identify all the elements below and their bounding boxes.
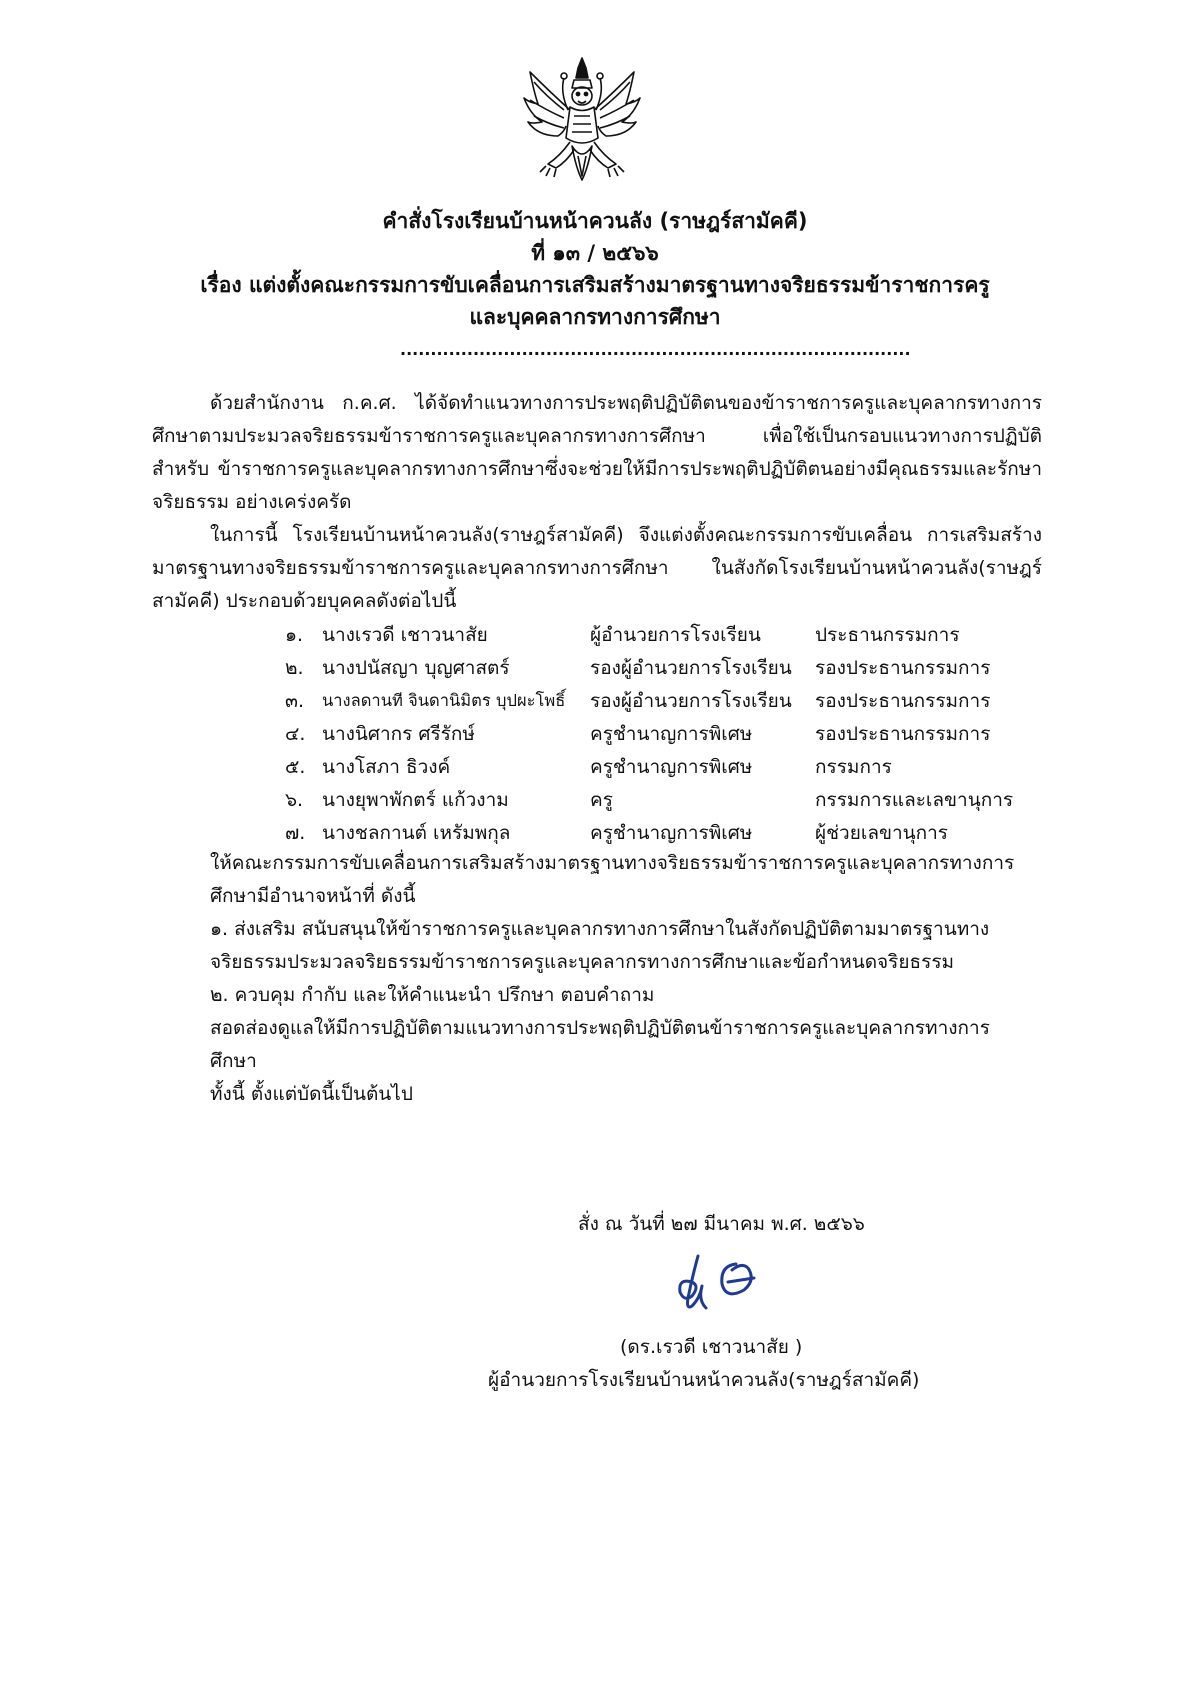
member-number: ๖. — [285, 789, 304, 811]
member-name: นางโสภา ธิวงค์ — [322, 756, 451, 778]
member-name: นางลดานที จินดานิมิตร บุปผะโพธิ์ — [322, 691, 566, 710]
member-role: รองประธานกรรมการ — [815, 657, 991, 679]
member-name: นางยุพาพักตร์ แก้วงาม — [322, 789, 509, 811]
member-role: รองประธานกรรมการ — [815, 723, 991, 745]
signer-title: ผู้อำนวยการโรงเรียนบ้านหน้าควนลัง(ราษฎร์สามัคคี) — [488, 1369, 920, 1391]
paragraph-1-text: ด้วยสำนักงาน ก.ค.ศ. ได้จัดทำแนวทางการประพฤติปฏิบัติตนของข้าราชการครูและบุคลากรทางการศึกษาตามประมวลจริยธรรมข้าราชการครูและบุคลากรทางการศึกษา เพื่อใช้เป็นกรอบแนวทางการปฏิบัติสำหรับ ข้าราชการครูและบุคลากรทางการศึกษาซึ่งจะช่วยให้มีการประพฤติปฏิบัติตนอย่างมีคุณธรรมและรักษาจริยธรรม อย่างเคร่งครัด — [152, 392, 1042, 513]
member-position: รองผู้อำนวยการโรงเรียน — [590, 690, 792, 712]
garuda-emblem-icon — [520, 52, 644, 190]
duties-intro-line-2: ศึกษามีอำนาจหน้าที่ ดังนี้ — [210, 885, 416, 907]
signer-name: (ดร.เรวดี เชาวนาสัย ) — [620, 1336, 803, 1358]
member-role: ผู้ช่วยเลขานุการ — [815, 822, 948, 844]
member-role: ประธานกรรมการ — [815, 624, 960, 646]
paragraph-2-text: ในการนี้ โรงเรียนบ้านหน้าควนลัง(ราษฎร์สามัคคี) จึงแต่งตั้งคณะกรรมการขับเคลื่อน การเสริมสร้างมาตรฐานทางจริยธรรมข้าราชการครูและบุคลากรทางการศึกษา ในสังกัดโรงเรียนบ้านหน้าควนลัง(ราษฎร์สามัคคี) ประกอบด้วยบุคคลดังต่อไปนี้ — [152, 524, 1042, 612]
member-number: ๔. — [285, 723, 306, 745]
member-number: ๓. — [285, 690, 305, 712]
member-role: กรรมการ — [815, 756, 892, 778]
member-position: ครู — [590, 789, 613, 811]
member-position: ผู้อำนวยการโรงเรียน — [590, 624, 761, 646]
paragraph-2 — [152, 519, 1042, 618]
duty-2-line-1: ๒. ควบคุม กำกับ และให้คำแนะนำ ปรึกษา ตอบคำถาม — [210, 984, 655, 1006]
member-name: นางปนัสญา บุญศาสตร์ — [322, 657, 510, 679]
member-position: ครูชำนาญการพิเศษ — [590, 723, 753, 745]
duties-intro-line-1: ให้คณะกรรมการขับเคลื่อนการเสริมสร้างมาตรฐานทางจริยธรรมข้าราชการครูและบุคลากรทางการ — [210, 852, 1015, 874]
member-number: ๕. — [285, 756, 306, 778]
member-role: กรรมการและเลขานุการ — [815, 789, 1014, 811]
member-number: ๒. — [285, 657, 304, 679]
member-position: ครูชำนาญการพิเศษ — [590, 822, 753, 844]
member-role: รองประธานกรรมการ — [815, 690, 991, 712]
duty-2-line-3: ศึกษา — [210, 1050, 257, 1072]
member-name: นางชลกานต์ เหรัมพกุล — [322, 822, 511, 844]
handwritten-signature — [670, 1248, 790, 1320]
member-number: ๗. — [285, 822, 306, 844]
separator-dots: .................................................................................... — [400, 340, 911, 359]
member-name: นางนิศากร ศรีรักษ์ — [322, 723, 475, 745]
paragraph-1 — [152, 387, 1042, 519]
order-title: คำสั่งโรงเรียนบ้านหน้าควนลัง (ราษฎร์สามัคคี) — [382, 209, 808, 233]
member-number: ๑. — [285, 624, 304, 646]
member-position: รองผู้อำนวยการโรงเรียน — [590, 657, 792, 679]
member-position: ครูชำนาญการพิเศษ — [590, 756, 753, 778]
order-date: สั่ง ณ วันที่ ๒๗ มีนาคม พ.ศ. ๒๕๖๖ — [578, 1213, 865, 1235]
duty-2-line-2: สอดส่องดูแลให้มีการปฏิบัติตามแนวทางการประพฤติปฏิบัติตนข้าราชการครูและบุคลากรทางการ — [210, 1017, 990, 1039]
duty-1-line-1: ๑. ส่งเสริม สนับสนุนให้ข้าราชการครูและบุคลากรทางการศึกษาในสังกัดปฏิบัติตามมาตรฐานทาง — [210, 918, 990, 940]
member-name: นางเรวดี เชาวนาสัย — [322, 624, 488, 646]
order-subject-line-2: และบุคคลากรทางการศึกษา — [469, 305, 721, 329]
order-subject-line-1: เรื่อง แต่งตั้งคณะกรรมการขับเคลื่อนการเสริมสร้างมาตรฐานทางจริยธรรมข้าราชการครู — [200, 273, 990, 297]
order-number: ที่ ๑๓ / ๒๕๖๖ — [531, 241, 659, 265]
effective-statement: ทั้งนี้ ตั้งแต่บัดนี้เป็นต้นไป — [210, 1083, 413, 1105]
duty-1-line-2: จริยธรรมประมวลจริยธรรมข้าราชการครูและบุคลากรทางการศึกษาและข้อกำหนดจริยธรรม — [210, 951, 955, 973]
